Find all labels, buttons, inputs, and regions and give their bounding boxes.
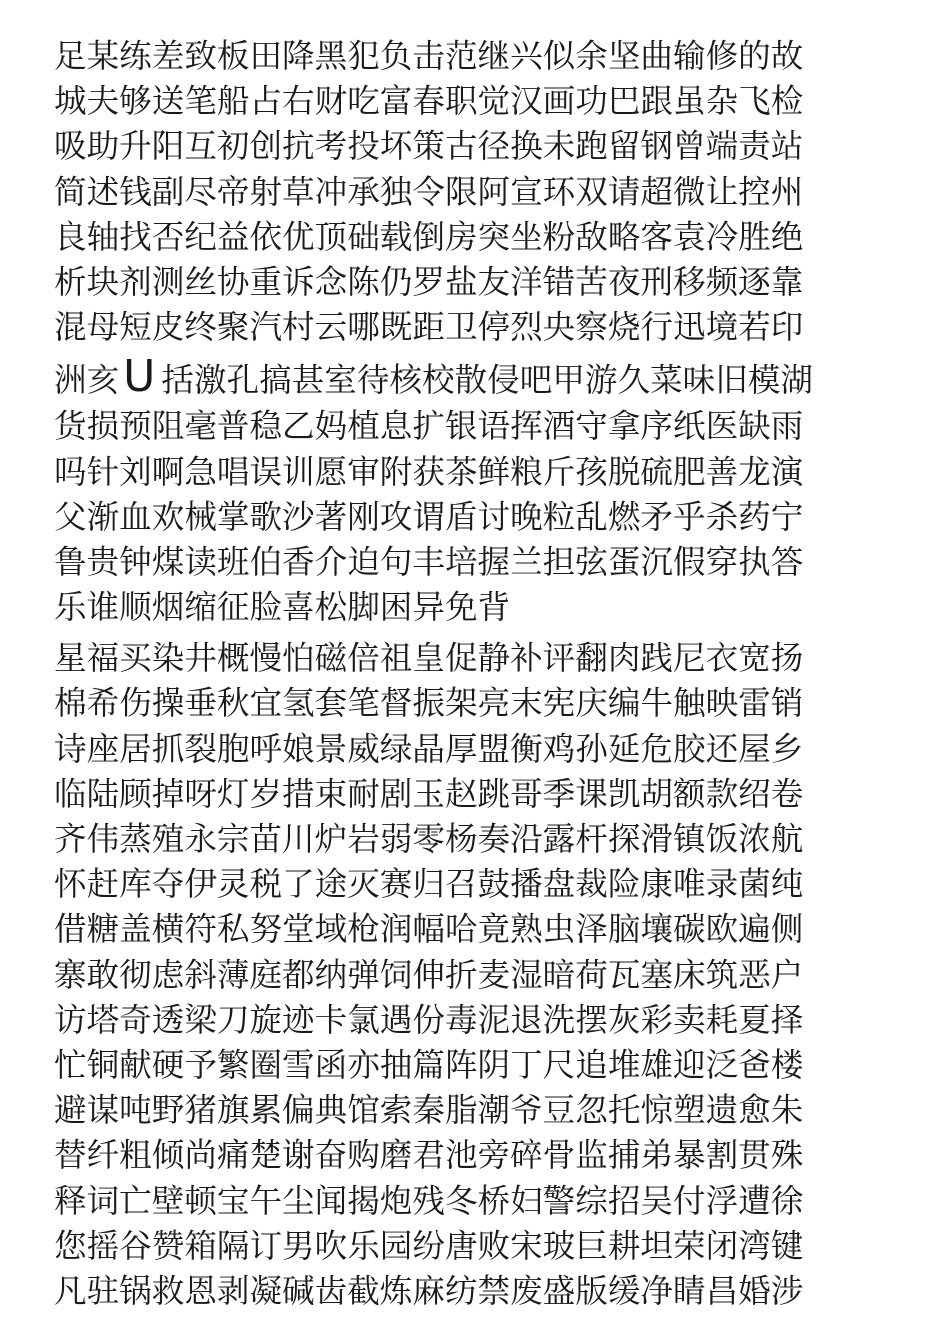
text-segment: 洲亥 bbox=[54, 361, 120, 400]
text-line: 凡驻锅救恩剥凝碱齿截炼麻纺禁废盛版缓净睛昌婚涉 bbox=[54, 1271, 804, 1310]
text-line: 怀赶库夺伊灵税了途灭赛归召鼓播盘裁险康唯录菌纯 bbox=[54, 865, 804, 904]
text-line: 诗座居抓裂胞呼娘景威绿晶厚盟衡鸡孙延危胶还屋乡 bbox=[54, 729, 804, 768]
large-letter: U bbox=[123, 351, 156, 403]
text-line: 足某练差致板田降黑犯负击范继兴似余坚曲输修的故 bbox=[54, 37, 804, 75]
paragraph-1 bbox=[54, 34, 904, 630]
text-line: 临陆顾掉呀灯岁措束耐剧玉赵跳哥季课凯胡额款绍卷 bbox=[54, 774, 804, 813]
text-line: 齐伟蒸殖永宗苗川炉岩弱零杨奏沿露杆探滑镇饭浓航 bbox=[54, 820, 804, 858]
text-line: 析块剂测丝协重诉念陈仍罗盐友洋错苦夜刑移频逐靠 bbox=[54, 262, 804, 301]
text-line: 替纤粗倾尚痛楚谢奋购磨君池旁碎骨监捕弟暴割贯殊 bbox=[54, 1136, 804, 1175]
text-line: 您摇谷赞箱隔订男吹乐园纷唐败宋玻巨耕坦荣闭湾键 bbox=[54, 1226, 804, 1265]
text-line: 货损预阻毫普稳乙妈植息扩银语挥酒守拿序纸医缺雨 bbox=[54, 407, 804, 446]
text-line: 星福买染井概慢怕磁倍祖皇促静补评翻肉践尼衣宽扬 bbox=[54, 639, 804, 678]
text-line: 棉希伤操垂秋宜氢套笔督振架亮末宪庆编牛触映雷销 bbox=[54, 684, 804, 723]
text-line: 城夫够送笔船占右财吃富春职觉汉画功巴跟虽杂飞检 bbox=[54, 82, 804, 121]
text-line: 借糖盖横符私努堂域枪润幅哈竟熟虫泽脑壤碳欧遍侧 bbox=[54, 910, 804, 949]
text-line: 鲁贵钟煤读班伯香介迫句丰培握兰担弦蛋沉假穿执答 bbox=[54, 542, 804, 581]
text-segment: 括激孔搞甚室待核校散侵吧甲游久菜味旧模湖 bbox=[161, 361, 813, 400]
document-page bbox=[54, 34, 904, 1314]
text-line: 简述钱副尽帝射草冲承独令限阿宣环双请超微让控州 bbox=[54, 172, 804, 211]
text-line-with-letter bbox=[54, 350, 904, 404]
text-line: 父渐血欢械掌歌沙著刚攻谓盾讨晚粒乱燃矛乎杀药宁 bbox=[54, 497, 804, 536]
text-line: 良轴找否纪益依优顶础载倒房突坐粉敌略客袁冷胜绝 bbox=[54, 217, 804, 256]
text-line: 吗针刘啊急唱误训愿审附获茶鲜粮斤孩脱硫肥善龙演 bbox=[54, 452, 804, 491]
text-line: 吸助升阳互初创抗考投坏策古径换未跑留钢曾端责站 bbox=[54, 127, 804, 166]
text-line: 忙铜献硬予繁圈雪函亦抽篇阵阴丁尺追堆雄迎泛爸楼 bbox=[54, 1045, 804, 1084]
paragraph-2 bbox=[54, 636, 904, 1314]
text-line: 寨敢彻虑斜薄庭都纳弹饲伸折麦湿暗荷瓦塞床筑恶户 bbox=[54, 955, 804, 994]
text-line: 避谋吨野猪旗累偏典馆索秦脂潮爷豆忽托惊塑遗愈朱 bbox=[54, 1091, 804, 1130]
text-line: 释词亡壁顿宝午尘闻揭炮残冬桥妇警综招吴付浮遭徐 bbox=[54, 1181, 804, 1220]
text-line: 乐谁顺烟缩征脸喜松脚困异免背 bbox=[54, 588, 511, 627]
text-line: 访塔奇透梁刀旋迹卡氯遇份毒泥退洗摆灰彩卖耗夏择 bbox=[54, 1000, 804, 1039]
text-line: 混母短皮终聚汽村云哪既距卫停烈央察烧行迅境若印 bbox=[54, 308, 804, 347]
